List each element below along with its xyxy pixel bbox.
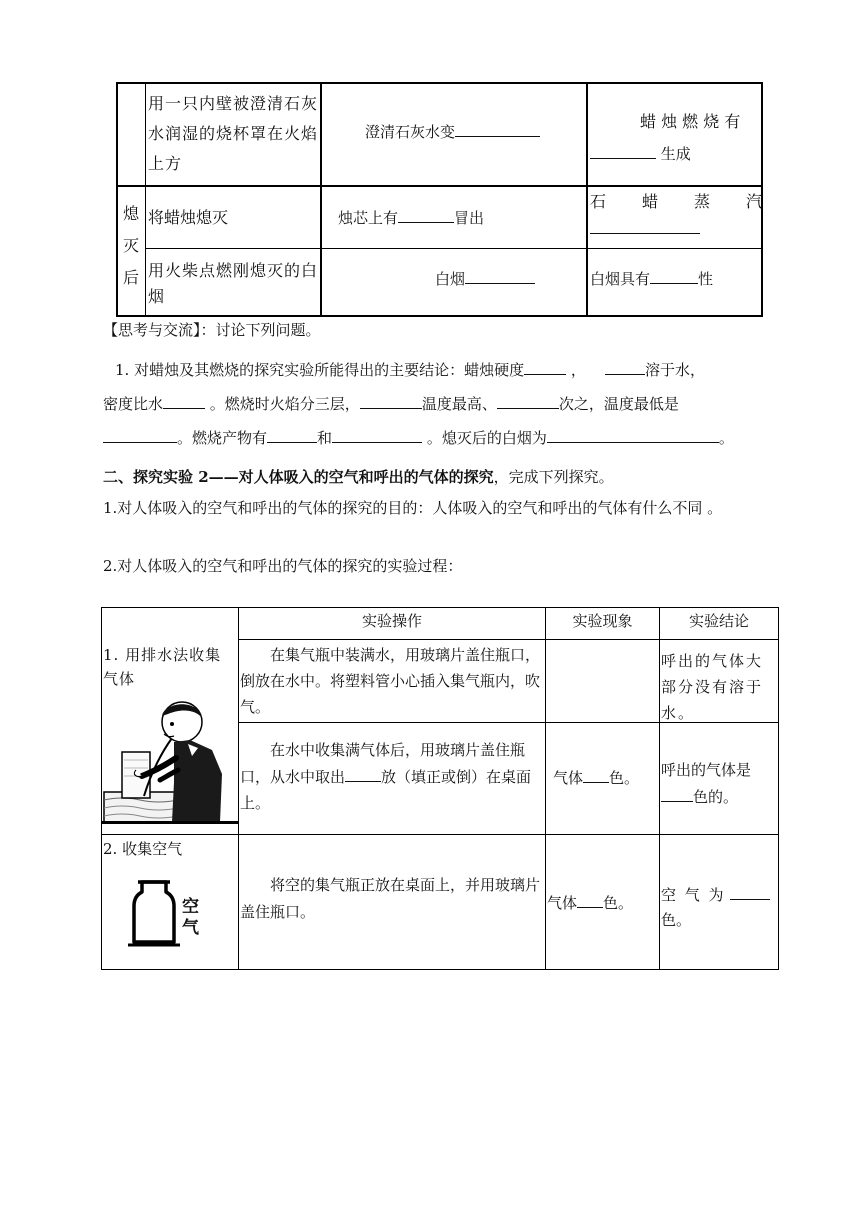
table1-row2-operation: 将蜡烛熄灭 xyxy=(148,208,229,227)
table1-row1-phenomenon: 澄清石灰水变 xyxy=(365,118,580,146)
step1-row2-operation: 在水中收集满气体后，用玻璃片盖住瓶口，从水中取出 放（填正或倒）在桌面上。 xyxy=(240,741,532,812)
blank[interactable] xyxy=(360,390,422,409)
section-2-purpose: 1.对人体吸入的空气和呼出的气体的探究的目的：人体吸入的空气和呼出的气体有什么不同 。 xyxy=(103,499,723,517)
blank[interactable] xyxy=(465,265,535,284)
header-operation: 实验操作 xyxy=(361,612,422,630)
blank[interactable] xyxy=(577,889,603,908)
section-2-heading: 二、探究实验 2——对人体吸入的空气和呼出的气体的探究，完成下列探究。 xyxy=(103,468,614,486)
step2-operation: 将空的集气瓶正放在桌面上，并用玻璃片盖住瓶口。 xyxy=(240,876,541,921)
blank[interactable] xyxy=(547,424,719,443)
blank[interactable] xyxy=(455,118,540,137)
blank[interactable] xyxy=(730,881,770,900)
step2-phenomenon: 气体 色。 xyxy=(547,889,659,917)
think-heading: 【思考与交流】：讨论下列问题。 xyxy=(103,321,321,339)
blank[interactable] xyxy=(650,265,698,284)
table1-stage-label: 熄灭后 xyxy=(122,204,139,287)
table1-row2-phenomenon: 烛芯上有 冒出 xyxy=(338,204,583,232)
table1-row3-conclusion: 白烟具有 性 xyxy=(590,265,762,293)
header-phenomenon: 实验现象 xyxy=(572,612,633,630)
blank[interactable] xyxy=(103,424,177,443)
blank[interactable] xyxy=(267,424,317,443)
table1-row1-operation: 用一只内壁被澄清石灰水润湿的烧杯罩在火焰上方 xyxy=(148,94,319,173)
table1-row3-operation: 用火柴点燃刚熄灭的白烟 xyxy=(148,261,319,306)
step1-row1-conclusion: 呼出的气体大部分没有溶于水。 xyxy=(661,652,764,722)
blank[interactable] xyxy=(345,763,381,782)
blank[interactable] xyxy=(583,764,609,783)
blank[interactable] xyxy=(332,424,422,443)
table1-row3-phenomenon: 白烟 xyxy=(435,265,585,293)
blank[interactable] xyxy=(163,390,205,409)
section-2-process: 2.对人体吸入的空气和呼出的气体的探究的实验过程： xyxy=(103,557,463,575)
blank[interactable] xyxy=(661,783,693,802)
step1-row1-operation: 在集气瓶中装满水，用玻璃片盖住瓶口，倒放在水中。将塑料管小心插入集气瓶内，吹气。 xyxy=(240,646,541,716)
step1-row2-conclusion: 呼出的气体是 色的。 xyxy=(661,761,752,806)
blank[interactable] xyxy=(605,356,645,375)
step-1-label: 1. 用排水法收集气体 xyxy=(103,646,222,688)
blank[interactable] xyxy=(524,356,566,375)
header-conclusion: 实验结论 xyxy=(688,612,749,630)
blank[interactable] xyxy=(590,140,656,159)
blank[interactable] xyxy=(497,390,559,409)
person-blowing-illustration xyxy=(102,700,238,824)
bottle-label: 空气 xyxy=(182,897,199,938)
blank[interactable] xyxy=(590,215,700,234)
table1-row2-conclusion: 石 蜡 蒸 汽 xyxy=(590,188,762,243)
question-1: 1. 对蜡烛及其燃烧的探究实验所能得出的主要结论：蜡烛硬度 ， 溶于水， 密度比水 。燃烧时火焰分三层， 温度最高、 次之，温度最低是 。燃烧产物有 和 。熄灭后的白烟为 。 xyxy=(103,355,779,453)
blank[interactable] xyxy=(398,204,454,223)
step-2-label: 2. 收集空气 xyxy=(103,840,183,858)
step2-conclusion: 空 气 为 色。 xyxy=(661,881,778,933)
table1-row1-conclusion: 蜡 烛 燃 烧 有 生成 xyxy=(590,105,762,171)
step1-row2-phenomenon: 气体 色。 xyxy=(553,764,659,792)
